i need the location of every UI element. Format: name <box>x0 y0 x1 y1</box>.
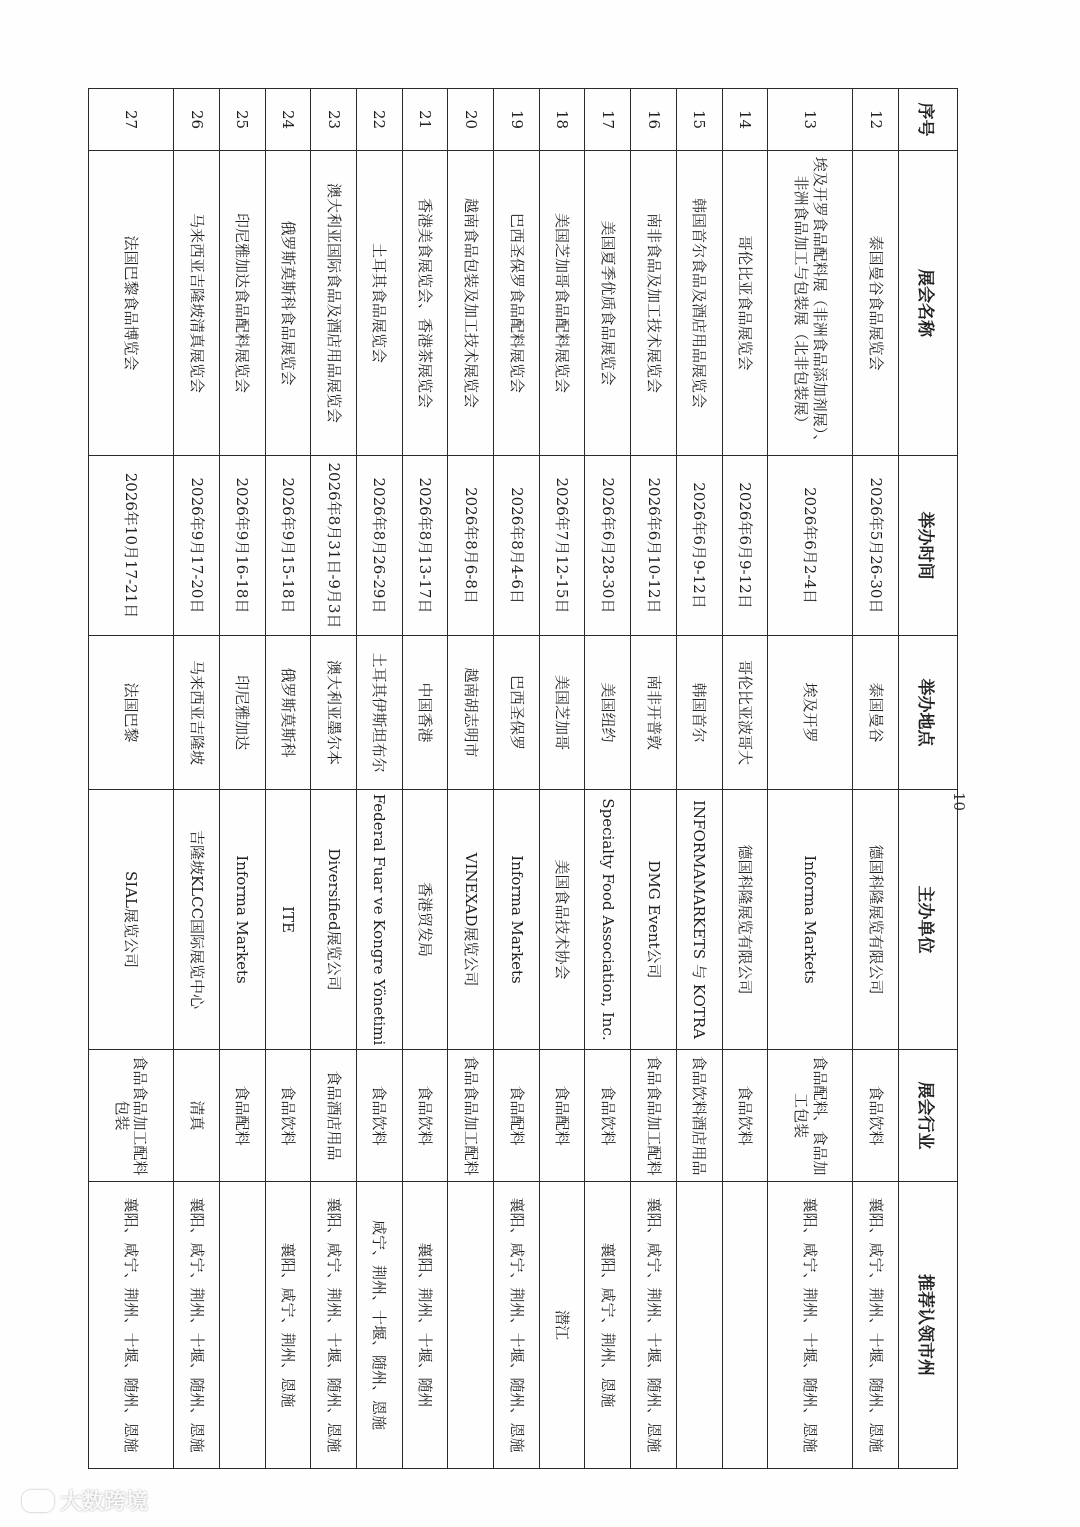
organizer-cell: Informa Markets <box>768 790 853 1050</box>
exhibition-name-cell: 南非食品及加工技术展览会 <box>631 151 677 456</box>
exhibition-place-cell: 埃及开罗 <box>768 636 853 790</box>
organizer-cell: Specialty Food Association, Inc. <box>585 790 631 1050</box>
exhibition-place-cell: 泰国曼谷 <box>853 636 899 790</box>
organizer-cell: 美国食品技术协会 <box>539 790 585 1050</box>
exhibition-time-cell: 2026年8月31日-9月3日 <box>311 456 357 636</box>
exhibition-name-cell: 俄罗斯莫斯科食品展览会 <box>265 151 311 456</box>
industry-cell: 食品配料 <box>539 1050 585 1182</box>
row-number-cell: 17 <box>585 89 631 151</box>
exhibition-place-cell: 澳大利亚墨尔本 <box>311 636 357 790</box>
exhibition-name-cell: 马来西亚吉隆坡清真展览会 <box>174 151 220 456</box>
organizer-cell: Informa Markets <box>494 790 540 1050</box>
exhibition-time-cell: 2026年8月26-29日 <box>356 456 402 636</box>
exhibition-place-cell: 马来西亚吉隆坡 <box>174 636 220 790</box>
recommended-cities-cell: 襄阳、荆州、十堰、随州 <box>402 1182 448 1469</box>
exhibition-place-cell: 南非开普敦 <box>631 636 677 790</box>
exhibition-name-cell: 法国巴黎食品博览会 <box>89 151 174 456</box>
row-number-cell: 23 <box>311 89 357 151</box>
row-number-cell: 25 <box>219 89 265 151</box>
exhibition-time-cell: 2026年8月13-17日 <box>402 456 448 636</box>
recommended-cities-cell <box>219 1182 265 1469</box>
exhibition-name-cell: 埃及开罗食品配料展（非洲食品添加剂展）、非洲食品加工与包装展（北非包装展） <box>768 151 853 456</box>
table-row <box>676 89 722 1469</box>
industry-cell: 食品饮料酒店用品 <box>676 1050 722 1182</box>
recommended-cities-cell: 襄阳、咸宁、荆州、十堰、随州、恩施 <box>853 1182 899 1469</box>
industry-cell: 食品饮料 <box>265 1050 311 1182</box>
row-number-cell: 24 <box>265 89 311 151</box>
exhibition-name-cell: 澳大利亚国际食品及酒店用品展览会 <box>311 151 357 456</box>
organizer-cell: 德国科隆展览有限公司 <box>853 790 899 1050</box>
watermark-logo-icon <box>22 1490 54 1512</box>
exhibition-name-cell: 美国夏季优质食品展览会 <box>585 151 631 456</box>
recommended-cities-cell: 襄阳、咸宁、荆州、恩施 <box>585 1182 631 1469</box>
row-number-cell: 18 <box>539 89 585 151</box>
recommended-cities-cell: 襄阳、咸宁、荆州、十堰、随州、恩施 <box>768 1182 853 1469</box>
organizer-cell: 德国科隆展览有限公司 <box>722 790 768 1050</box>
organizer-cell: Diversified展览公司 <box>311 790 357 1050</box>
table-row <box>356 89 402 1469</box>
exhibition-place-cell: 越南胡志明市 <box>448 636 494 790</box>
header-name: 展会名称 <box>899 151 958 456</box>
rotated-table-container <box>88 88 958 1468</box>
organizer-cell: VINEXAD展览公司 <box>448 790 494 1050</box>
exhibition-place-cell: 俄罗斯莫斯科 <box>265 636 311 790</box>
recommended-cities-cell: 襄阳、咸宁、荆州、十堰、随州、恩施 <box>174 1182 220 1469</box>
row-number-cell: 21 <box>402 89 448 151</box>
exhibition-time-cell: 2026年9月17-20日 <box>174 456 220 636</box>
industry-cell: 食品配料、食品加工包装 <box>768 1050 853 1182</box>
organizer-cell: INFORMAMARKETS 与 KOTRA <box>676 790 722 1050</box>
row-number-cell: 26 <box>174 89 220 151</box>
row-number-cell: 27 <box>89 89 174 151</box>
industry-cell: 食品饮料 <box>585 1050 631 1182</box>
industry-cell: 食品饮料 <box>722 1050 768 1182</box>
header-cities: 推荐认领市州 <box>899 1182 958 1469</box>
organizer-cell: 吉隆坡KLCC国际展览中心 <box>174 790 220 1050</box>
exhibition-time-cell: 2026年6月10-12日 <box>631 456 677 636</box>
recommended-cities-cell: 襄阳、咸宁、荆州、十堰、随州、恩施 <box>89 1182 174 1469</box>
exhibition-time-cell: 2026年6月9-12日 <box>676 456 722 636</box>
recommended-cities-cell: 潜江 <box>539 1182 585 1469</box>
organizer-cell: Federal Fuar ve Kongre Yönetimi <box>356 790 402 1050</box>
table-row <box>89 89 174 1469</box>
recommended-cities-cell <box>722 1182 768 1469</box>
exhibition-time-cell: 2026年6月2-4日 <box>768 456 853 636</box>
recommended-cities-cell: 襄阳、咸宁、荆州、十堰、随州、恩施 <box>631 1182 677 1469</box>
exhibition-place-cell: 美国纽约 <box>585 636 631 790</box>
exhibition-time-cell: 2026年6月9-12日 <box>722 456 768 636</box>
organizer-cell: SIAL展览公司 <box>89 790 174 1050</box>
exhibition-time-cell: 2026年9月16-18日 <box>219 456 265 636</box>
exhibition-name-cell: 香港美食展览会、香港茶展览会 <box>402 151 448 456</box>
exhibition-time-cell: 2026年8月6-8日 <box>448 456 494 636</box>
exhibition-name-cell: 韩国首尔食品及酒店用品展览会 <box>676 151 722 456</box>
table-row <box>311 89 357 1469</box>
watermark-text: 大数跨境 <box>60 1490 149 1515</box>
industry-cell: 食品食品加工配料 <box>448 1050 494 1182</box>
table-row <box>722 89 768 1469</box>
industry-cell: 食品食品加工配料包装 <box>89 1050 174 1182</box>
recommended-cities-cell: 襄阳、咸宁、荆州、十堰、随州、恩施 <box>494 1182 540 1469</box>
row-number-cell: 16 <box>631 89 677 151</box>
exhibition-place-cell: 法国巴黎 <box>89 636 174 790</box>
table-row <box>219 89 265 1469</box>
exhibition-time-cell: 2026年8月4-6日 <box>494 456 540 636</box>
exhibition-place-cell: 土耳其伊斯坦布尔 <box>356 636 402 790</box>
header-organizer: 主办单位 <box>899 790 958 1050</box>
header-place: 举办地点 <box>899 636 958 790</box>
table-row <box>539 89 585 1469</box>
exhibition-time-cell: 2026年9月15-18日 <box>265 456 311 636</box>
table-row <box>494 89 540 1469</box>
recommended-cities-cell: 襄阳、咸宁、荆州、恩施 <box>265 1182 311 1469</box>
exhibition-place-cell: 美国芝加哥 <box>539 636 585 790</box>
exhibition-place-cell: 印尼雅加达 <box>219 636 265 790</box>
table-row <box>631 89 677 1469</box>
industry-cell: 食品饮料 <box>853 1050 899 1182</box>
table-row <box>265 89 311 1469</box>
row-number-cell: 13 <box>768 89 853 151</box>
exhibition-place-cell: 韩国首尔 <box>676 636 722 790</box>
exhibition-name-cell: 土耳其食品展览会 <box>356 151 402 456</box>
exhibition-name-cell: 哥伦比亚食品展览会 <box>722 151 768 456</box>
table-row <box>174 89 220 1469</box>
table-row <box>853 89 899 1469</box>
industry-cell: 食品酒店用品 <box>311 1050 357 1182</box>
organizer-cell: ITE <box>265 790 311 1050</box>
exhibition-time-cell: 2026年6月28-30日 <box>585 456 631 636</box>
organizer-cell: Informa Markets <box>219 790 265 1050</box>
header-time: 举办时间 <box>899 456 958 636</box>
row-number-cell: 15 <box>676 89 722 151</box>
exhibition-place-cell: 中国香港 <box>402 636 448 790</box>
industry-cell: 食品饮料 <box>402 1050 448 1182</box>
recommended-cities-cell <box>448 1182 494 1469</box>
row-number-cell: 14 <box>722 89 768 151</box>
exhibition-name-cell: 美国芝加哥食品配料展览会 <box>539 151 585 456</box>
exhibition-place-cell: 巴西圣保罗 <box>494 636 540 790</box>
recommended-cities-cell <box>676 1182 722 1469</box>
exhibition-name-cell: 巴西圣保罗食品配料展览会 <box>494 151 540 456</box>
organizer-cell: DMG Event公司 <box>631 790 677 1050</box>
industry-cell: 食品配料 <box>219 1050 265 1182</box>
exhibition-name-cell: 越南食品包装及加工技术展览会 <box>448 151 494 456</box>
exhibition-time-cell: 2026年7月12-15日 <box>539 456 585 636</box>
page-number: 10 <box>950 792 968 812</box>
exhibition-time-cell: 2026年10月17-21日 <box>89 456 174 636</box>
table-row <box>585 89 631 1469</box>
exhibition-place-cell: 哥伦比亚波哥大 <box>722 636 768 790</box>
exhibition-name-cell: 印尼雅加达食品配料展览会 <box>219 151 265 456</box>
table-row <box>448 89 494 1469</box>
header-no: 序号 <box>899 89 958 151</box>
row-number-cell: 20 <box>448 89 494 151</box>
table-row <box>402 89 448 1469</box>
header-industry: 展会行业 <box>899 1050 958 1182</box>
row-number-cell: 22 <box>356 89 402 151</box>
organizer-cell: 香港贸发局 <box>402 790 448 1050</box>
industry-cell: 清真 <box>174 1050 220 1182</box>
recommended-cities-cell: 襄阳、咸宁、荆州、十堰、随州、恩施 <box>311 1182 357 1469</box>
recommended-cities-cell: 咸宁、荆州、十堰、随州、恩施 <box>356 1182 402 1469</box>
watermark <box>22 1485 148 1516</box>
exhibition-name-cell: 泰国曼谷食品展览会 <box>853 151 899 456</box>
table-body <box>89 89 899 1469</box>
industry-cell: 食品饮料 <box>356 1050 402 1182</box>
industry-cell: 食品食品加工配料 <box>631 1050 677 1182</box>
row-number-cell: 12 <box>853 89 899 151</box>
row-number-cell: 19 <box>494 89 540 151</box>
industry-cell: 食品配料 <box>494 1050 540 1182</box>
table-row <box>768 89 853 1469</box>
exhibition-time-cell: 2026年5月26-30日 <box>853 456 899 636</box>
table-header-row <box>899 89 958 1469</box>
exhibition-table <box>88 88 958 1469</box>
